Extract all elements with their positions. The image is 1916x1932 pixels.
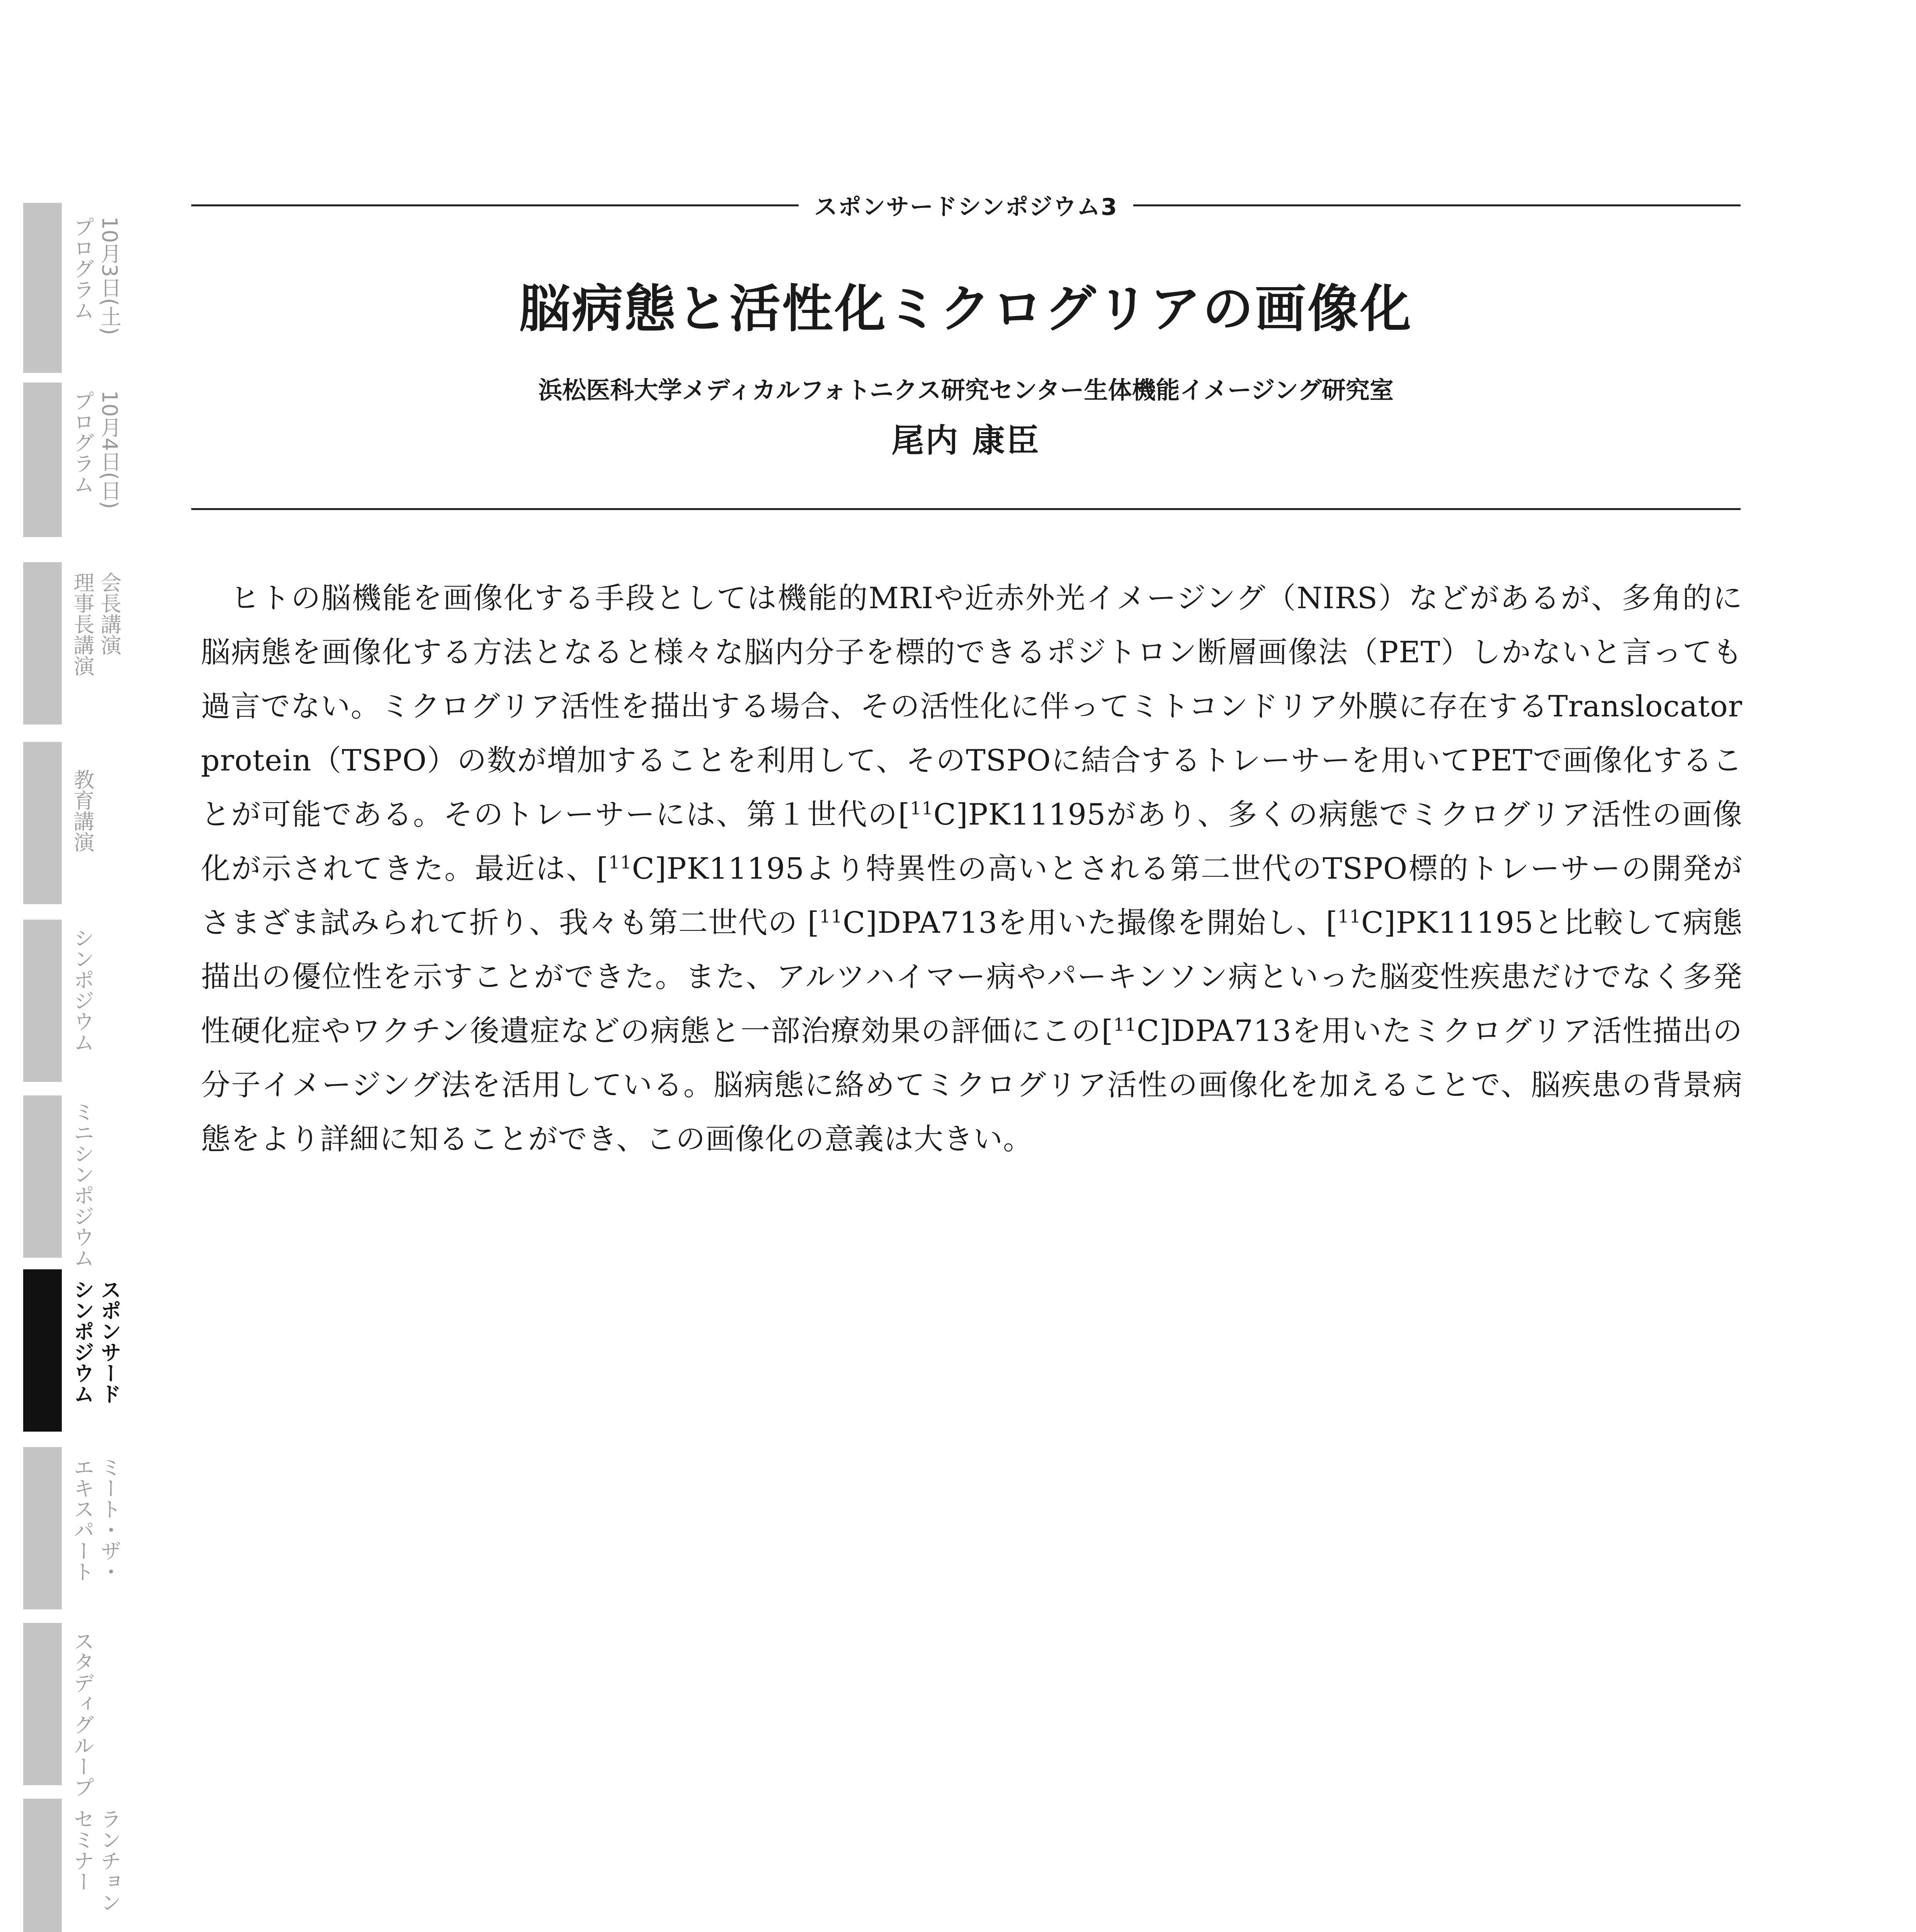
article-title: 脳病態と活性化ミクログリアの画像化 xyxy=(519,279,1413,339)
isotope-superscript: 11 xyxy=(608,852,632,873)
side-label-3: 会長講演 理事長講演 xyxy=(70,572,122,676)
side-label-4: 教育講演 xyxy=(70,769,95,852)
abstract-body xyxy=(201,571,1743,1166)
side-label-1: 10月3日(土) プログラム xyxy=(70,216,122,335)
side-tab-4 xyxy=(23,742,62,904)
side-label-2: 10月4日(日) プログラム xyxy=(70,390,122,509)
side-tab-6 xyxy=(23,1095,62,1258)
header-rule-left xyxy=(191,204,799,206)
side-tab-10 xyxy=(23,1799,62,1932)
title-divider xyxy=(191,508,1741,510)
side-tab-7-active xyxy=(23,1269,62,1432)
isotope-superscript: 11 xyxy=(1113,1014,1137,1035)
body-text-run: C]DPA713を用いた撮像を開始し、[ xyxy=(843,905,1338,940)
author-name: 尾内 康臣 xyxy=(891,421,1040,459)
side-label-8: ミート・ザ・ エキスパート xyxy=(70,1457,122,1582)
isotope-superscript: 11 xyxy=(819,906,843,927)
side-tab-2 xyxy=(23,383,62,537)
side-label-5: シンポジウム xyxy=(70,927,95,1053)
side-tab-1 xyxy=(23,203,62,373)
side-tab-3 xyxy=(23,562,62,724)
header-rule-right xyxy=(1133,204,1741,206)
body-text-run: C]PK11195より特異性の高いとされる第二世代のTSPO標的トレーサーの開発がさまざま試みられて折り、我々も第二世代の [ xyxy=(201,851,1743,940)
side-tab-9 xyxy=(23,1623,62,1785)
body-text-run: C]DPA713を用いたミクログリア活性描出の分子イメージング法を活用している。脳病態に絡めてミクログリア活性の画像化を加えることで、脳疾患の背景病態をより詳細に知ることができ、この画像化の意義は大きい。 xyxy=(201,1014,1743,1156)
side-label-10: ランチョン セミナー xyxy=(70,1808,122,1913)
side-tab-8 xyxy=(23,1447,62,1609)
body-text-run: C]PK11195と比較して病態描出の優位性を示すことができた。また、アルツハイマー病やパーキンソン病といった脳変性疾患だけでなく多発性硬化症やワクチン後遺症などの病態と一部治療効果の評価にこの[ xyxy=(201,905,1743,1048)
body-text-run: ヒトの脳機能を画像化する手段としては機能的MRIや近赤外光イメージング（NIRS）などがあるが、多角的に脳病態を画像化する方法となると様々な脳内分子を標的できるポジトロン断層画像法（PET）しかないと言っても過言でない。ミクログリア活性を描出する場合、その活性化に伴ってミトコンドリア外膜に存在するTranslocator protein（TSPO）の数が増加することを利用して、そのTSPOに結合するトレーサーを用いてPETで画像化することが可能である。そのトレーサーには、第１世代の[ xyxy=(201,581,1743,832)
author-affiliation: 浜松医科大学メディカルフォトニクス研究センター生体機能イメージング研究室 xyxy=(538,376,1394,404)
section-header xyxy=(191,189,1741,222)
side-label-7-active: スポンサード シンポジウム xyxy=(70,1279,122,1404)
isotope-superscript: 11 xyxy=(910,798,933,819)
side-label-9: スタディグループ xyxy=(70,1631,95,1798)
section-title: スポンサードシンポジウム3 xyxy=(814,194,1118,221)
body-text-run: C]PK11195があり、多くの病態でミクログリア活性の画像化が示されてきた。最近は、[ xyxy=(201,797,1743,886)
side-label-6: ミニシンポジウム xyxy=(70,1101,95,1268)
isotope-superscript: 11 xyxy=(1338,906,1361,927)
side-tab-5 xyxy=(23,920,62,1082)
